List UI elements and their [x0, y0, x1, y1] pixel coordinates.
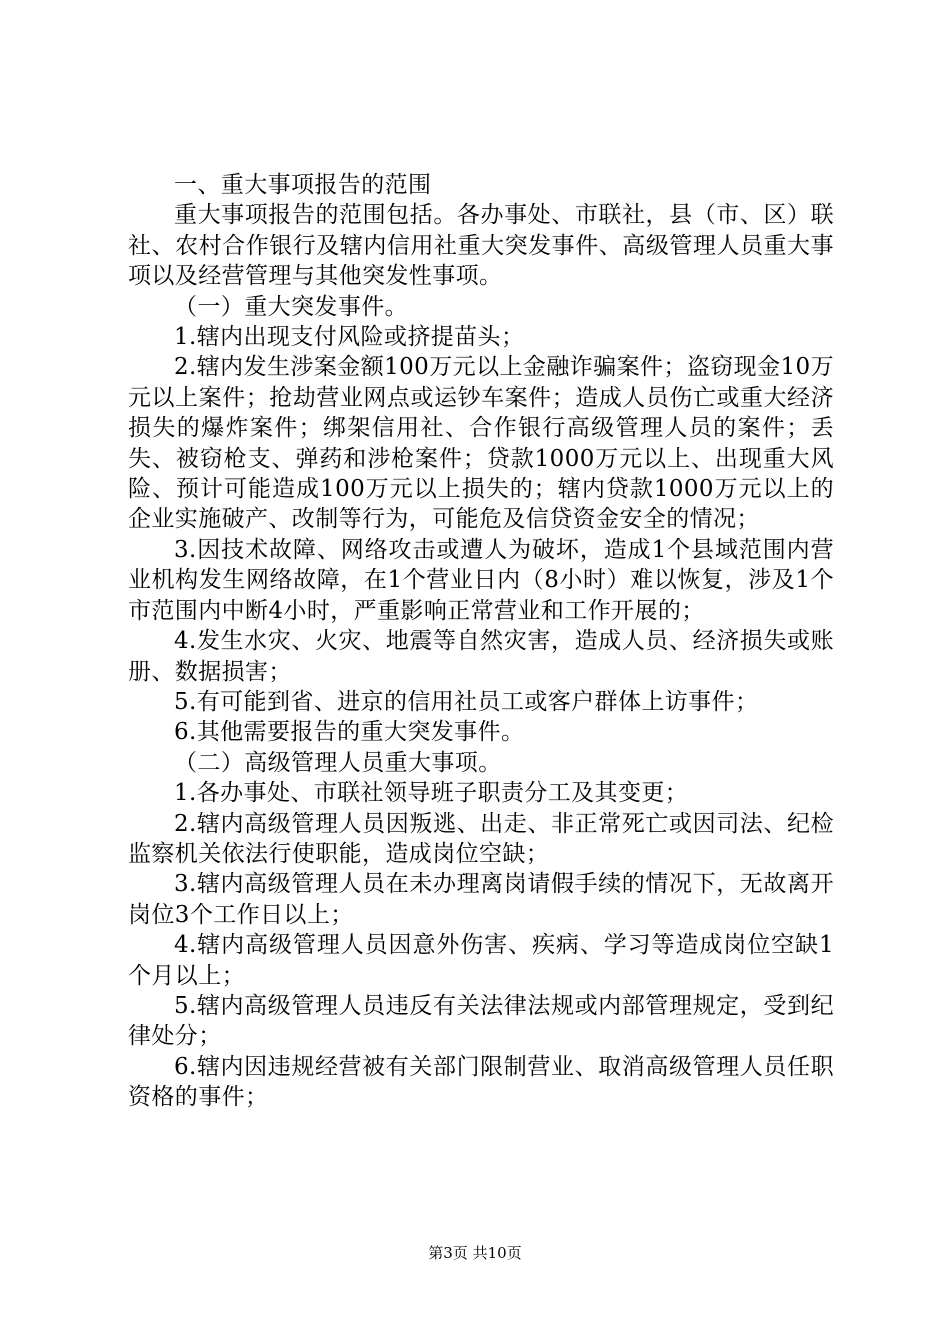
list-item: 3.辖内高级管理人员在未办理离岗请假手续的情况下，无故离开岗位3个工作日以上； [128, 871, 834, 928]
list-item: 6.辖内因违规经营被有关部门限制营业、取消高级管理人员任职资格的事件； [128, 1053, 834, 1111]
list-item: 4.发生水灾、火灾、地震等自然灾害，造成人员、经济损失或账册、数据损害； [128, 628, 834, 685]
list-item: 2.辖内高级管理人员因叛逃、出走、非正常死亡或因司法、纪检监察机关依法行使职能，造成岗位空缺； [128, 810, 834, 867]
list-item: 5.有可能到省、进京的信用社员工或客户群体上访事件； [174, 688, 759, 715]
list-item: 1.各办事处、市联社领导班子职责分工及其变更； [174, 780, 689, 807]
document-body [128, 170, 834, 1113]
paragraph: 重大事项报告的范围包括。各办事处、市联社，县（市、区）联社、农村合作银行及辖内信用社重大突发事件、高级管理人员重大事项以及经营管理与其他突发性事项。 [128, 202, 834, 290]
list-item: 3.因技术故障、网络攻击或遭人为破坏，造成1个县域范围内营业机构发生网络故障，在1个营业日内（8小时）难以恢复，涉及1个市范围内中断4小时，严重影响正常营业和工作开展的； [128, 536, 834, 624]
list-item: 4.辖内高级管理人员因意外伤害、疾病、学习等造成岗位空缺1个月以上； [128, 932, 834, 989]
subsection-heading: （二）高级管理人员重大事项。 [174, 749, 502, 776]
list-item: 2.辖内发生涉案金额100万元以上金融诈骗案件；盗窃现金10万元以上案件；抢劫营业网点或运钞车案件；造成人员伤亡或重大经济损失的爆炸案件；绑架信用社、合作银行高级管理人员的案件；丢失、被窃枪支、弹药和涉枪案件；贷款1000万元以上、出现重大风险、预计可能造成100万元以上损失的；辖内贷款1000万元以上的企业实施破产、改制等行为，可能危及信贷资金安全的情况； [128, 354, 834, 533]
section-heading: 一、重大事项报告的范围 [174, 172, 432, 198]
list-item: 5.辖内高级管理人员违反有关法律法规或内部管理规定，受到纪律处分； [128, 992, 834, 1050]
list-item: 6.其他需要报告的重大突发事件。 [174, 719, 525, 746]
list-item: 1.辖内出现支付风险或挤提苗头； [174, 324, 525, 351]
subsection-heading: （一）重大突发事件。 [174, 293, 408, 320]
page-number: 第3页 共10页 [428, 1244, 522, 1262]
